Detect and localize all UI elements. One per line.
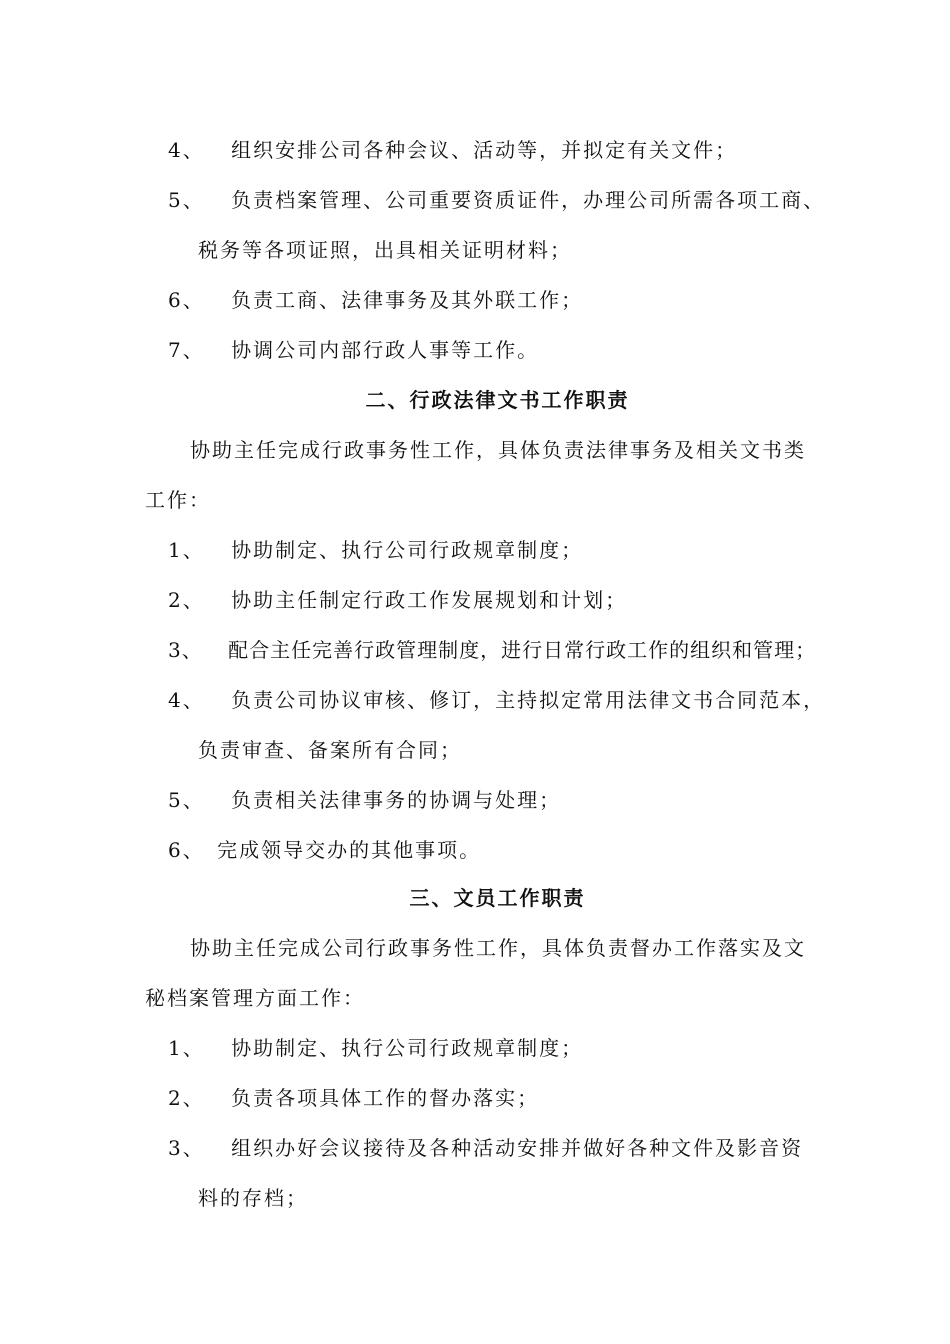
item-number: 4、 (168, 688, 205, 712)
item-number: 2、 (168, 588, 205, 612)
list-item (168, 1134, 803, 1162)
list-item (168, 636, 816, 664)
section-intro: 协助主任完成行政事务性工作，具体负责法律事务及相关文书类 (190, 438, 806, 462)
item-number: 5、 (168, 188, 205, 212)
list-item (168, 786, 561, 814)
item-continuation: 料的存档； (198, 1186, 308, 1210)
section-intro-continuation: 秘档案管理方面工作： (145, 986, 365, 1010)
list-item (168, 1084, 539, 1112)
item-number: 1、 (168, 1036, 205, 1060)
list-item (168, 1034, 583, 1062)
item-text: 协助主任制定行政工作发展规划和计划； (231, 588, 628, 612)
section-intro: 协助主任完成公司行政事务性工作，具体负责督办工作落实及文 (190, 936, 806, 960)
item-text: 负责公司协议审核、修订，主持拟定常用法律文书合同范本， (231, 688, 826, 712)
item-number: 5、 (168, 788, 205, 812)
item-text: 组织办好会议接待及各种活动安排并做好各种文件及影音资 (231, 1136, 804, 1160)
item-text: 协助制定、执行公司行政规章制度； (231, 538, 584, 562)
item-continuation: 税务等各项证照，出具相关证明材料； (198, 238, 572, 262)
item-number: 1、 (168, 538, 205, 562)
item-number: 3、 (168, 1136, 205, 1160)
item-text: 负责相关法律事务的协调与处理； (231, 788, 562, 812)
list-item (168, 136, 737, 164)
item-continuation: 负责审查、备案所有合同； (198, 738, 462, 762)
list-item (168, 186, 825, 214)
item-text: 协调公司内部行政人事等工作。 (231, 338, 540, 362)
item-text: 负责各项具体工作的督办落实； (231, 1086, 540, 1110)
section-heading: 二、行政法律文书工作职责 (365, 388, 630, 412)
item-text: 负责工商、法律事务及其外联工作； (231, 288, 584, 312)
list-item (168, 686, 825, 714)
item-text: 配合主任完善行政管理制度，进行日常行政工作的组织和管理； (228, 638, 817, 662)
section-intro-continuation: 工作： (145, 488, 211, 512)
item-number: 3、 (168, 638, 203, 662)
list-item (168, 586, 627, 614)
item-text: 完成领导交办的其他事项。 (217, 838, 482, 862)
item-number: 2、 (168, 1086, 205, 1110)
item-number: 6、 (168, 838, 205, 862)
item-text: 组织安排公司各种会议、活动等，并拟定有关文件； (231, 138, 738, 162)
item-number: 4、 (168, 138, 205, 162)
list-item (168, 336, 539, 364)
item-number: 7、 (168, 338, 205, 362)
item-number: 6、 (168, 288, 205, 312)
section-heading: 三、文员工作职责 (409, 886, 586, 910)
list-item (168, 536, 583, 564)
list-item (168, 836, 481, 864)
list-item (168, 286, 583, 314)
item-text: 负责档案管理、公司重要资质证件，办理公司所需各项工商、 (231, 188, 826, 212)
item-text: 协助制定、执行公司行政规章制度； (231, 1036, 584, 1060)
